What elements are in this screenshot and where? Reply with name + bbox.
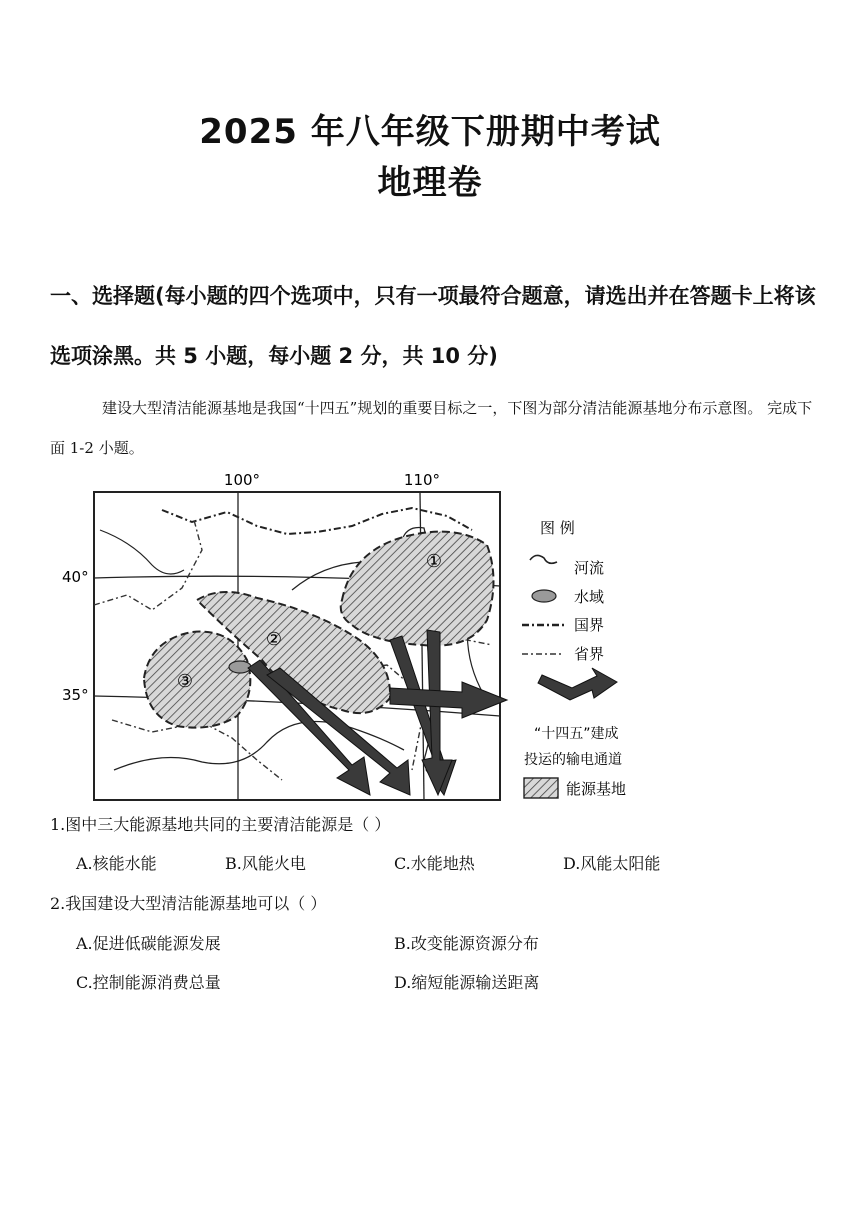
legend-national-border-label: 国界 [574, 616, 605, 634]
question-2-option-b: B.改变能源资源分布 [394, 934, 539, 953]
question-1-stem: 1.图中三大能源基地共同的主要清洁能源是（ ） [50, 815, 391, 834]
question-1-option-c: C.水能地热 [394, 854, 475, 873]
base-marker-2: ② [265, 629, 283, 650]
legend-energy-base-symbol [524, 778, 558, 798]
base-marker-1: ① [425, 551, 443, 572]
section-heading: 一、选择题(每小题的四个选项中，只有一项最符合题意，请选出并在答题卡上将该选项涂黑。共 5 小题，每小题 2 分，共 10 分) [50, 284, 816, 368]
legend-water-symbol [532, 590, 556, 602]
question-1-option-d: D.风能太阳能 [563, 854, 661, 873]
base-marker-3: ③ [176, 671, 194, 692]
legend-water-label: 水域 [574, 588, 605, 606]
legend-provincial-border-label: 省界 [574, 645, 605, 663]
map-legend [522, 519, 626, 798]
legend-river-label: 河流 [574, 559, 605, 577]
question-1-option-b: B.风能火电 [225, 854, 306, 873]
question-2-option-c: C.控制能源消费总量 [76, 973, 221, 992]
exam-subtitle: 地理卷 [377, 163, 483, 203]
legend-energy-base-label: 能源基地 [566, 780, 627, 798]
energy-base-3 [144, 632, 250, 728]
longitude-label-110: 110° [403, 471, 441, 489]
question-1-option-a: A.核能水能 [76, 854, 157, 873]
legend-channel-label-line1: “十四五”建成 [534, 726, 619, 742]
legend-title: 图 例 [540, 519, 575, 537]
question-2-option-a: A.促进低碳能源发展 [76, 934, 221, 953]
latitude-label-35: 35° [62, 686, 89, 704]
longitude-label-100: 100° [223, 471, 261, 489]
water-body [229, 661, 251, 673]
question-2-option-d: D.缩短能源输送距离 [394, 973, 540, 992]
legend-river-symbol [530, 555, 557, 563]
legend-channel-label-line2: 投运的输电通道 [524, 752, 622, 768]
latitude-label-40: 40° [62, 568, 89, 586]
question-intro: 建设大型清洁能源基地是我国“十四五”规划的重要目标之一，下图为部分清洁能源基地分布示意图。 完成下面 1-2 小题。 [50, 399, 813, 457]
legend-channel-symbol [538, 668, 617, 700]
question-2-stem: 2.我国建设大型清洁能源基地可以（ ） [50, 894, 327, 913]
exam-title: 2025 年八年级下册期中考试 [199, 112, 661, 152]
energy-base-map [52, 470, 652, 805]
